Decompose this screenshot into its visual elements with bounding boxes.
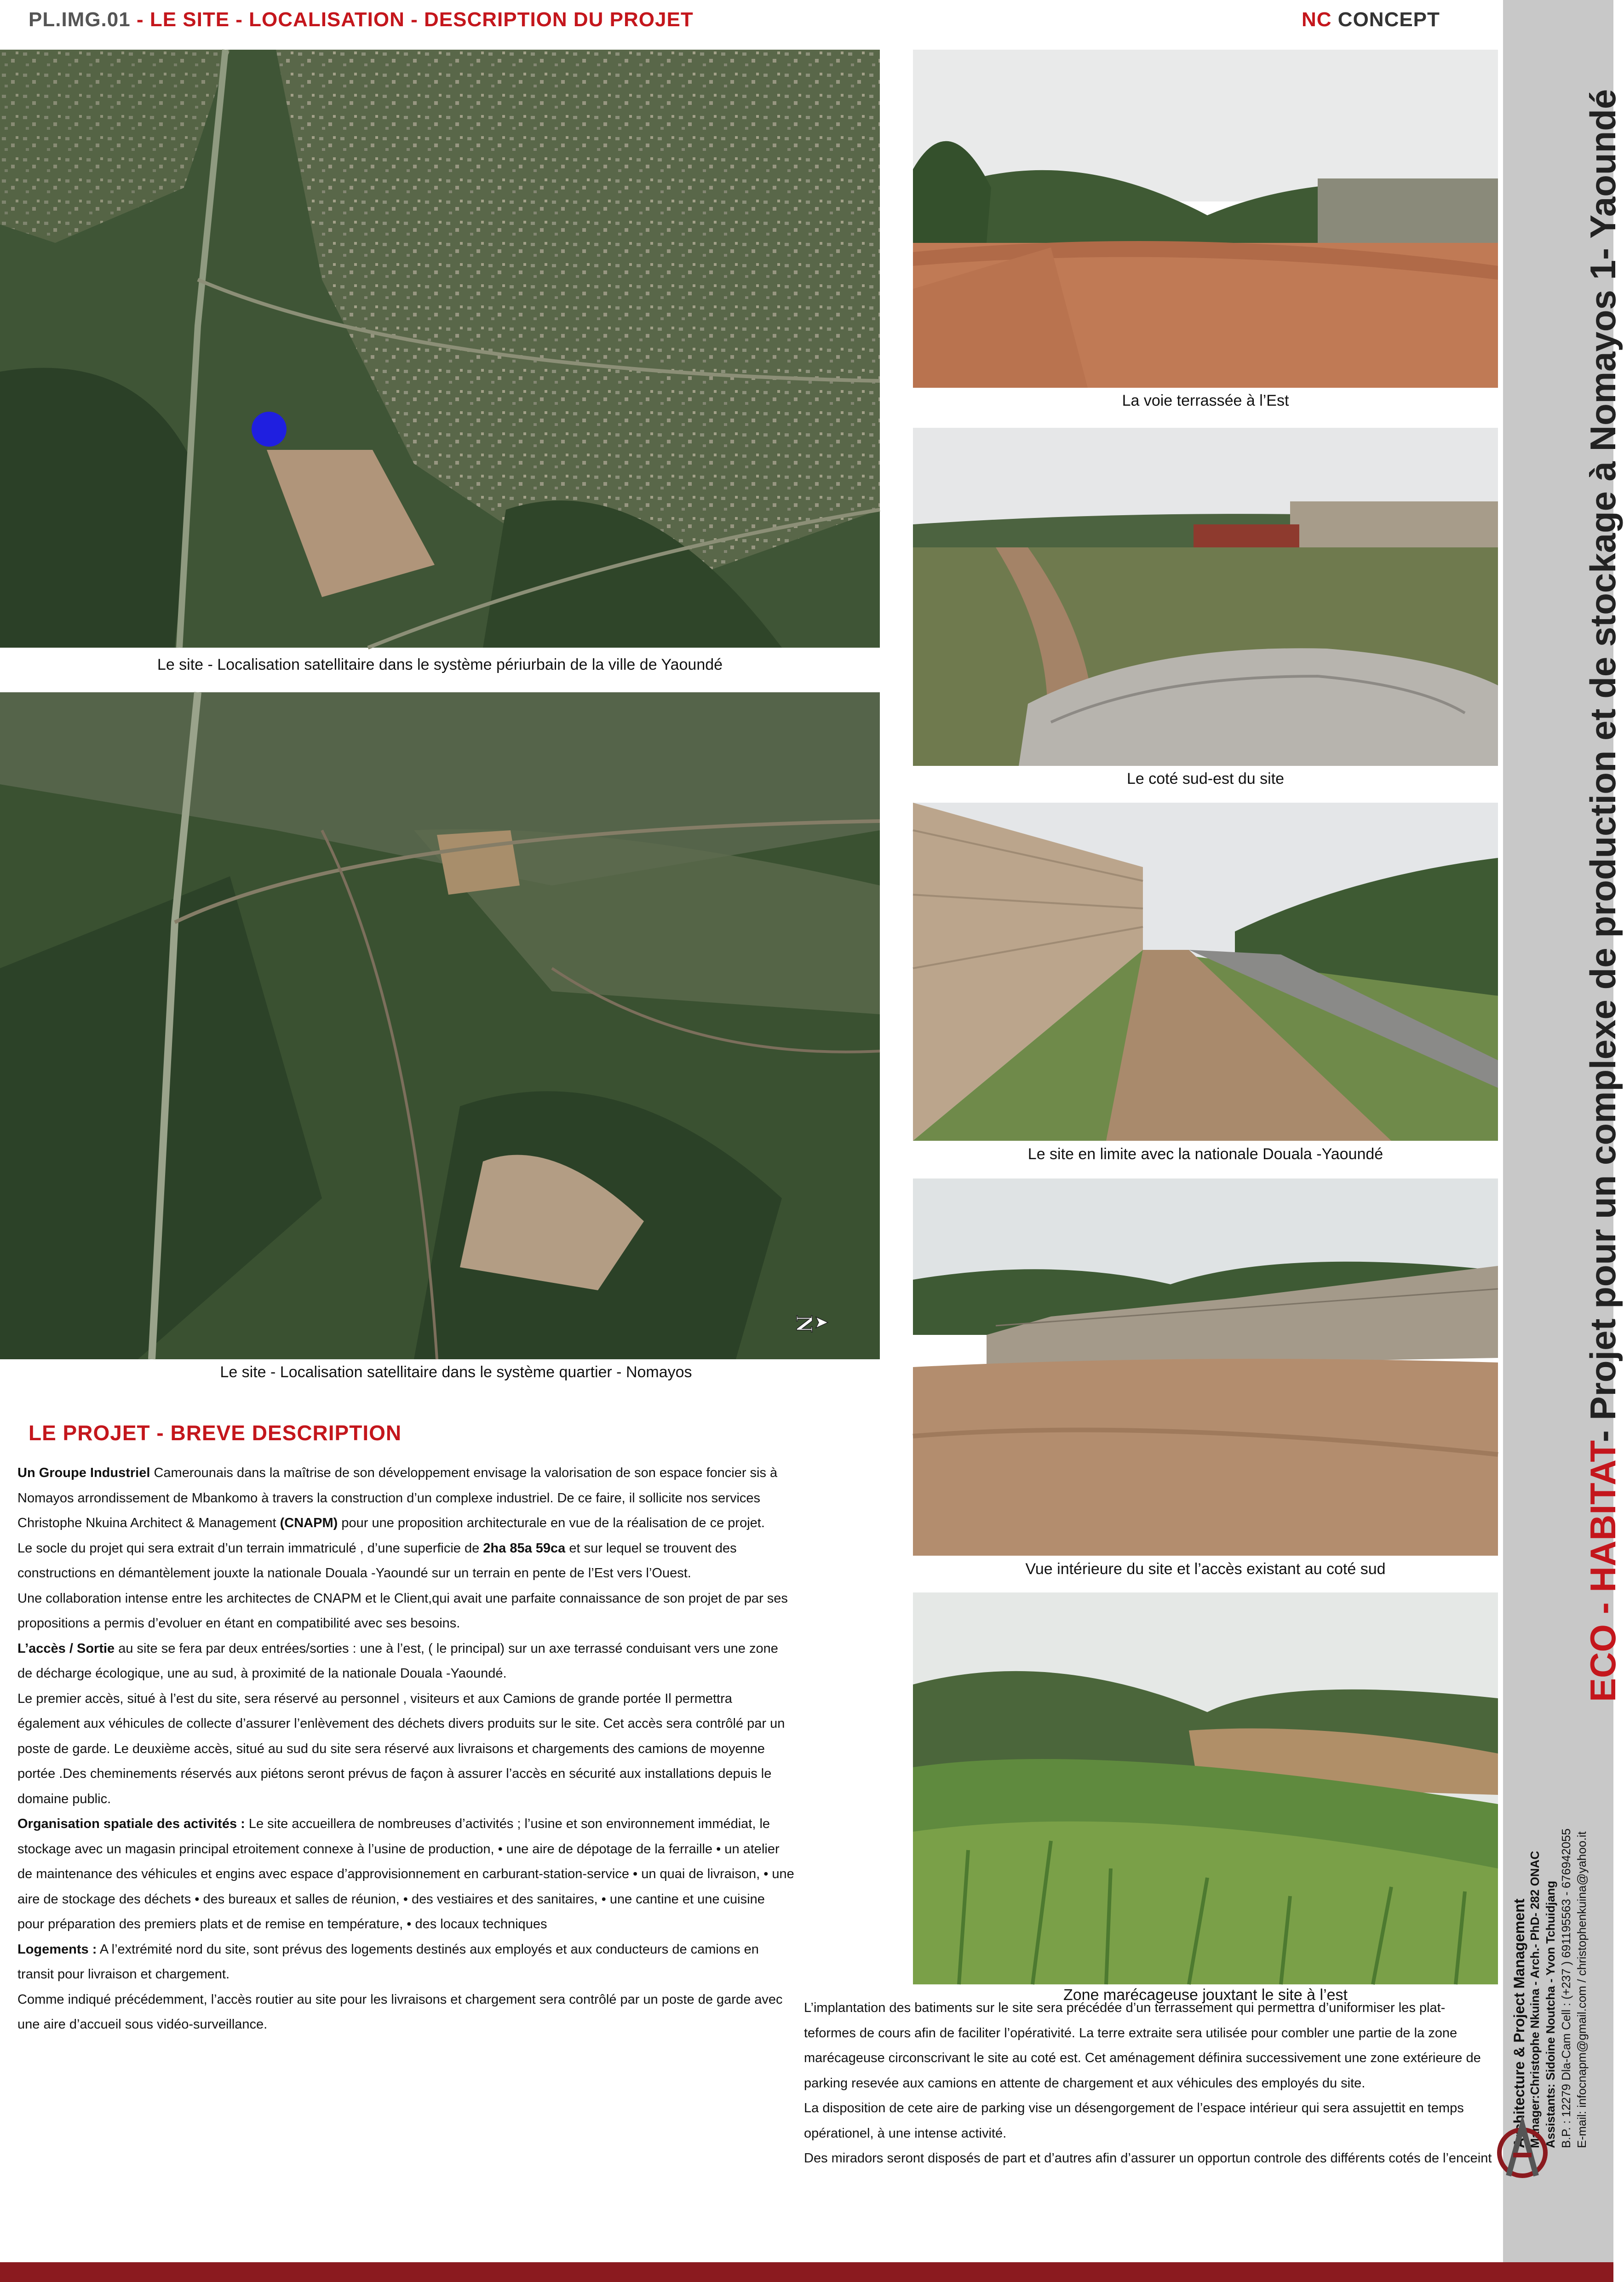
brand-name xyxy=(1302,8,1440,31)
brand-prefix: NC xyxy=(1302,8,1332,31)
desc-right-paragraph-2: La disposition de cete aire de parking vise un désengorgement de l’espace intérieur qui sera assujettit en temps opérationel, à une intense activité. xyxy=(804,2101,1464,2141)
desc-paragraph-2 xyxy=(17,1536,795,1586)
desc-paragraph-7 xyxy=(17,1937,795,1987)
brand-suffix: CONCEPT xyxy=(1331,8,1440,31)
project-title-vertical xyxy=(1582,89,1624,1702)
section-title: LE PROJET - BREVE DESCRIPTION xyxy=(29,1421,402,1445)
svg-text:N: N xyxy=(791,1315,817,1333)
photo-marsh-zone xyxy=(913,1592,1498,1984)
credits-block xyxy=(1511,1828,1590,2148)
desc-paragraph-5: Le premier accès, situé à l’est du site, sera réservé au personnel , visiteurs et aux Camions de grande portée Il permettra également aux véhicules de collecte d’assurer l’enlèvement des déchets divers produits sur le site. Cet accès sera contrôlé par un poste de garde. Le deuxième accès, situé au sud du site sera réservé aux livraisons et chargements des camions de moyenne portée .Des cheminements réservés aux piétons seront prévus de façon à assurer l’accès en sécurité aux installations depuis le domaine public. xyxy=(17,1691,785,1806)
firm-logo xyxy=(1495,2116,1550,2190)
caption-southeast-side: Le coté sud-est du site xyxy=(1126,770,1285,787)
caption-road-boundary: Le site en limite avec la nationale Douala -Yaoundé xyxy=(1027,1145,1383,1163)
desc-p1-lead: Un Groupe Industriel xyxy=(17,1466,150,1480)
desc-paragraph-3: Une collaboration intense entre les architectes de CNAPM et le Client,qui avait une parfaite connaissance de son projet de par ses propositions a permis d’evoluer en étant en compatibilité avec ses besoins. xyxy=(17,1591,788,1631)
project-title-red: ECO - HABITAT xyxy=(1583,1442,1623,1702)
desc-paragraph-1 xyxy=(17,1460,795,1536)
project-title-rest: - Projet pour un complexe de production et de stockage à Nomayos 1- Yaoundé xyxy=(1583,89,1623,1443)
project-description xyxy=(17,1460,795,2037)
project-description-continued xyxy=(804,1995,1496,2171)
desc-p1-acronym: (CNAPM) xyxy=(280,1516,338,1530)
north-arrow-icon xyxy=(791,1309,829,1336)
desc-paragraph-8: Comme indiqué précédemment, l’accès routier au site pour les livraisons et chargement sera contrôlé par un poste de garde avec une aire d’accueil sous vidéo-surveillance. xyxy=(17,1992,783,2032)
satellite-image-neighborhood xyxy=(0,692,880,1359)
credit-email: E-mail: infocnapm@gmail.com / christophenkuina@yahoo.it xyxy=(1575,1831,1589,2148)
photo-southeast-side xyxy=(913,428,1498,766)
desc-p6-text: Le site accueillera de nombreuses d’activités ; l’usine et son environnement immédiat, le stockage avec un magasin principal etroitement connexe à l’usine de production, • une aire de dépotage de la ferraille • un atelier de maintenance des véhicules et engins avec espace d’approvisionnement en carburant-station-service • un quai de livraison, • une aire de stockage des déchets • des bureaux et salles de réunion, • des vestiaires et des sanitaires, • une cantine et une cuisine pour préparation des premiers plats et de remise en température, • des locaux techniques xyxy=(17,1816,794,1931)
desc-p6-lead: Organisation spatiale des activités : xyxy=(17,1816,245,1831)
satellite-image-periurban xyxy=(0,50,880,648)
caption-marsh-zone: Zone marécageuse jouxtant le site à l’est xyxy=(1063,1986,1348,2004)
desc-p2-area: 2ha 85a 59ca xyxy=(483,1540,566,1556)
credit-assistants: Assistants: Sidoine Noutcha - Yvon Tchuidjang xyxy=(1544,1880,1557,2148)
desc-p4-text: au site se fera par deux entrées/sorties : une à l’est, ( le principal) sur un axe terrassé conduisant vers une zone de décharge écologique, une au sud, à proximité de la nationale Douala -Yaoundé. xyxy=(17,1641,778,1681)
caption-satellite-neighborhood: Le site - Localisation satellitaire dans le système quartier - Nomayos xyxy=(220,1363,692,1381)
desc-p4-lead: L’accès / Sortie xyxy=(17,1641,115,1656)
plate-heading: - LE SITE - LOCALISATION - DESCRIPTION DU PROJET xyxy=(130,8,694,31)
caption-east-road: La voie terrassée à l’Est xyxy=(1122,392,1289,409)
desc-p2-text-a: Le socle du projet qui sera extrait d’un terrain immatriculé , d’une superficie de xyxy=(17,1540,483,1556)
photo-interior-south-access xyxy=(913,1178,1498,1556)
plate-title xyxy=(29,8,694,31)
caption-satellite-periurban: Le site - Localisation satellitaire dans le système périurbain de la ville de Yaoundé xyxy=(157,656,723,673)
bottom-bar xyxy=(0,2262,1613,2282)
plate-code: PL.IMG.01 xyxy=(29,8,131,31)
desc-p1-text-a: Camerounais dans la maîtrise de son développement envisage la valorisation de son espace foncier sis à Nomayos arrondissement de Mbankomo à travers la construction d’un complexe industriel. De ce faire, il sollicite nos services Christophe Nkuina Architect & Management xyxy=(17,1466,778,1530)
caption-interior-south-access: Vue intérieure du site et l’accès existant au coté sud xyxy=(1025,1560,1386,1578)
desc-paragraph-6 xyxy=(17,1811,795,1937)
photo-east-road xyxy=(913,50,1498,388)
site-location-marker xyxy=(252,412,287,447)
credit-firm: Architecture & Project Management xyxy=(1511,1898,1527,2148)
desc-p7-text: A l’extrémité nord du site, sont prévus des logements destinés aux employés et aux conducteurs de camions en transit pour livraison et chargement. xyxy=(17,1942,759,1982)
desc-right-paragraph-3: Des miradors seront disposés de part et d’autres afin d’assurer un opportun controle des différents cotés de l’enceint xyxy=(804,2151,1492,2166)
desc-p1-text-b: pour une proposition architecturale en vue de la réalisation de ce projet. xyxy=(338,1516,765,1530)
desc-p7-lead: Logements : xyxy=(17,1942,97,1957)
credit-address: B.P. : 12279 Dla-Cam Cell : (+237 ) 691195563 - 676942055 xyxy=(1559,1828,1573,2148)
desc-paragraph-4 xyxy=(17,1636,795,1686)
photo-road-boundary xyxy=(913,803,1498,1141)
desc-right-paragraph-1: L’implantation des batiments sur le site sera précédée d’un terrassement qui permettra d’uniformiser les plat-teformes de cours afin de faciliter l’opérativité. La terre extraite sera utilisée pour combler une partie de la zone marécageuse circonscrivant le site au coté est. Cet aménagement définira successivement une zone extérieure de parking resevée aux camions en attente de chargement et aux véhicules des employés du site. xyxy=(804,2000,1481,2091)
desc-p2-text-b: et sur lequel se trouvent des constructions en démantèlement jouxte la nationale Douala -Yaoundé sur un terrain en pente de l’Est vers l’Ouest. xyxy=(17,1540,737,1581)
credit-manager: Manager:Christophe Nkuina - Arch.- PhD- 282 ONAC xyxy=(1528,1851,1542,2148)
